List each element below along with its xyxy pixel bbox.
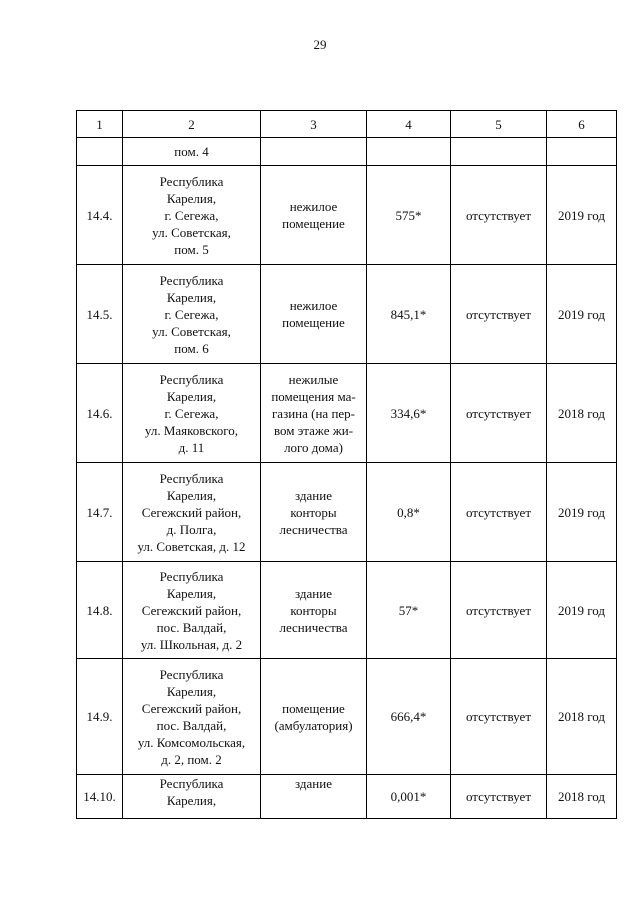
address-cell: Республика Карелия, Сегежский район, пос. Валдай, ул. Комсомольская, д. 2, пом. 2 xyxy=(123,659,261,775)
row-number-cell: 14.8. xyxy=(77,562,123,659)
continuation-num-cell xyxy=(77,138,123,166)
area-cell: 334,6* xyxy=(367,364,451,463)
year-cell: 2019 год xyxy=(547,562,617,659)
row-number-cell: 14.4. xyxy=(77,166,123,265)
object-type-cell: нежилое помещение xyxy=(261,265,367,364)
object-type-cell: здание конторы лесничества xyxy=(261,463,367,562)
status-cell: отсутствует xyxy=(451,775,547,819)
row-number-cell: 14.5. xyxy=(77,265,123,364)
area-cell: 0,8* xyxy=(367,463,451,562)
status-cell: отсутствует xyxy=(451,463,547,562)
object-type-cell: здание конторы лесничества xyxy=(261,562,367,659)
year-cell: 2019 год xyxy=(547,463,617,562)
object-type-cell: помещение (амбулатория) xyxy=(261,659,367,775)
table-header-row xyxy=(77,111,617,138)
col-header-1: 1 xyxy=(77,111,123,138)
table-row xyxy=(77,265,617,364)
object-type-cell: здание xyxy=(261,775,367,819)
continuation-year-cell xyxy=(547,138,617,166)
continuation-row xyxy=(77,138,617,166)
page-number: 29 xyxy=(313,37,327,52)
row-number-cell: 14.7. xyxy=(77,463,123,562)
area-cell: 57* xyxy=(367,562,451,659)
area-cell: 575* xyxy=(367,166,451,265)
status-cell: отсутствует xyxy=(451,562,547,659)
table-row xyxy=(77,775,617,819)
property-table xyxy=(76,110,617,819)
table-row xyxy=(77,562,617,659)
address-cell: Республика Карелия, г. Сегежа, ул. Маяковского, д. 11 xyxy=(123,364,261,463)
year-cell: 2019 год xyxy=(547,166,617,265)
continuation-type-cell xyxy=(261,138,367,166)
continuation-address-cell: пом. 4 xyxy=(123,138,261,166)
address-cell: Республика Карелия, г. Сегежа, ул. Советская, пом. 5 xyxy=(123,166,261,265)
object-type-cell: нежилое помещение xyxy=(261,166,367,265)
address-cell: Республика Карелия, Сегежский район, д. Полга, ул. Советская, д. 12 xyxy=(123,463,261,562)
year-cell: 2018 год xyxy=(547,364,617,463)
table-row xyxy=(77,364,617,463)
year-cell: 2019 год xyxy=(547,265,617,364)
year-cell: 2018 год xyxy=(547,659,617,775)
status-cell: отсутствует xyxy=(451,364,547,463)
area-cell: 845,1* xyxy=(367,265,451,364)
address-cell: Республика Карелия, Сегежский район, пос. Валдай, ул. Школьная, д. 2 xyxy=(123,562,261,659)
col-header-3: 3 xyxy=(261,111,367,138)
status-cell: отсутствует xyxy=(451,659,547,775)
table-row xyxy=(77,463,617,562)
continuation-status-cell xyxy=(451,138,547,166)
col-header-5: 5 xyxy=(451,111,547,138)
table-row xyxy=(77,166,617,265)
continuation-area-cell xyxy=(367,138,451,166)
year-cell: 2018 год xyxy=(547,775,617,819)
object-type-cell: нежилые помещения ма- газина (на пер- вом этаже жи- лого дома) xyxy=(261,364,367,463)
status-cell: отсутствует xyxy=(451,265,547,364)
col-header-6: 6 xyxy=(547,111,617,138)
col-header-2: 2 xyxy=(123,111,261,138)
address-cell: Республика Карелия, xyxy=(123,775,261,819)
row-number-cell: 14.10. xyxy=(77,775,123,819)
row-number-cell: 14.6. xyxy=(77,364,123,463)
area-cell: 0,001* xyxy=(367,775,451,819)
col-header-4: 4 xyxy=(367,111,451,138)
table-row xyxy=(77,659,617,775)
row-number-cell: 14.9. xyxy=(77,659,123,775)
address-cell: Республика Карелия, г. Сегежа, ул. Советская, пом. 6 xyxy=(123,265,261,364)
area-cell: 666,4* xyxy=(367,659,451,775)
status-cell: отсутствует xyxy=(451,166,547,265)
